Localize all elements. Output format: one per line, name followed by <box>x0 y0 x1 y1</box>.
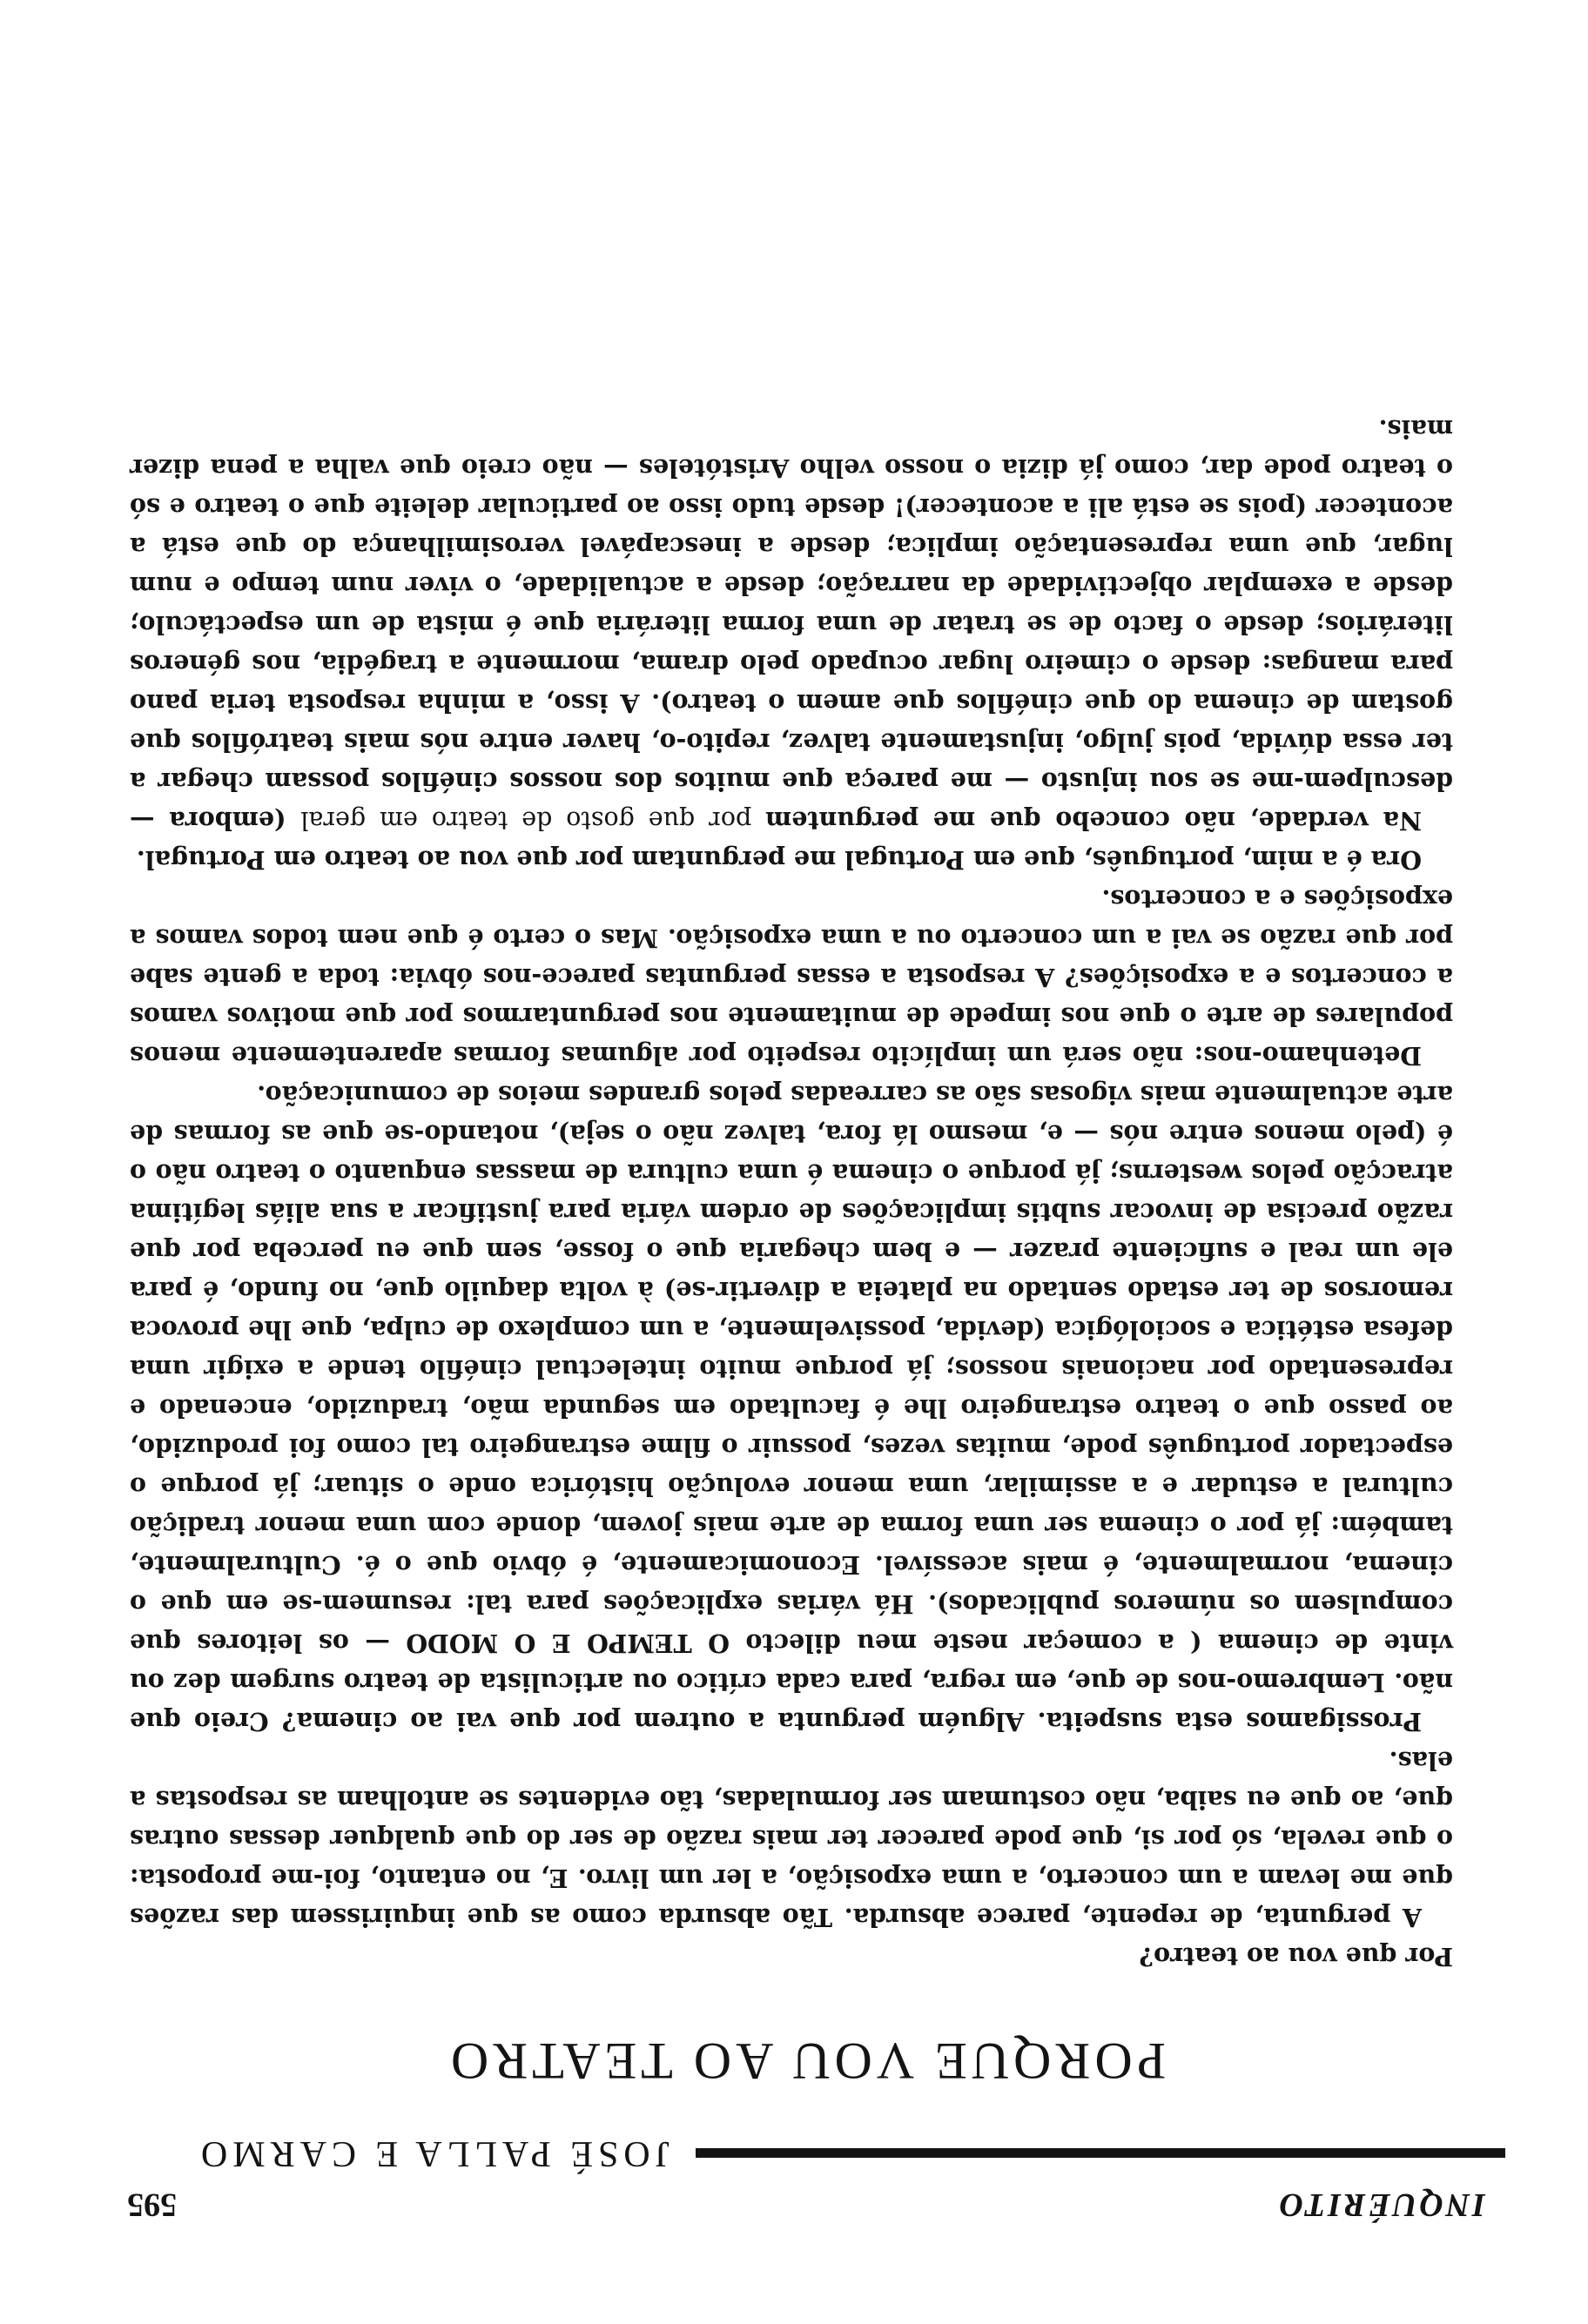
paragraph-rest: (embora — desculpem-me se sou injusto — me pareça que muitos dos nossos cinéfilos possam chegar a ter essa dúvida, pois julgo, injustamente talvez, repito-o, haver entre nós mais teatrófilos que gostam de cinema do que cinéfilos que amem o teatro). A isso, a minha resposta teria pano para mangas: desde o cimeiro lugar ocupado pelo drama, mormente a tragédia, nos géneros literários; desde o facto de se tratar de uma forma literária que é mista de um espectáculo; desde a exemplar objectividade da narração; desde a actualidade, o viver num tempo e num lugar, que uma representação implica; desde a inescapável verosimilhança do que está a acontecer (pois se está ali a acontecer)! desde tudo isso ao particular deleite que o teatro e só o teatro pode dar, como já dizia o nosso velho Aristóteles — não creio que valha a pena dizer mais. <box>130 414 1453 836</box>
journal-title: INQUÉRITO <box>1276 2186 1485 2223</box>
running-head <box>127 2186 1485 2224</box>
byline-rule <box>696 2149 1505 2159</box>
author-name: JOSÉ PALLA E CARMO <box>195 2133 670 2173</box>
page-number: 595 <box>127 2186 177 2223</box>
paragraph: A pergunta, de repente, parece absurda. Tão absurda como as que inquirissem das razões que me levam a um concerto, a uma exposição, a ler um livro. E, no entanto, foi-me proposta: o que revela, só por si, que pode parecer ter mais razão de ser do que qualquer dessas outras que, ao que eu saiba, não costumam ser formuladas, tão evidentes se antolham as respostas a elas. <box>130 1746 1453 1932</box>
paragraph-lead-light: por que gosto de teatro em geral <box>300 806 766 835</box>
paragraph <box>130 409 1453 840</box>
paragraph: Prossigamos esta suspeita. Alguém pergunta a outrem por que vai ao cinema? Creio que não. Lembremo-nos de que, em regra, para cada crítico ou articulista de teatro surgem dez ou vinte de cinema ( a começar neste meu dilecto O TEMPO E O MODO — os leitores que compulsem os números publicados). Há várias explicações para tal: resumem-se em que o cinema, normalmente, é mais acessível. Economicamente, é óbvio que o é. Culturalmente, também: já por o cinema ser uma forma de arte mais jovem, donde com uma menor tradição cultural a estudar e a assimilar, uma menor evolução histórica onde o situar; já porque o espectador português pode, muitas vezes, possuir o filme estrangeiro tal como foi produzido, ao passo que o teatro estrangeiro lhe é facultado em segunda mão, traduzido, encenado e representado por nacionais nossos; já porque muito intelectual cinéfilo tende a exigir uma defesa estética e sociológica (devida, possivelmente, a um complexo de culpa, que lhe provoca remorsos de ter estado sentado na plateia a divertir-se) à volta daquilo que, no fundo, é para ele um real e suficiente prazer — e bem chegaria que o fosse, sem que eu perceba por que razão precisa de invocar subtis implicações de ordem vária para justificar a sua aliás legítima atracção pelos westerns; já porque o cinema é uma cultura de massas enquanto o teatro não o é (pelo menos entre nós — e, mesmo lá fora, talvez não o seja), notando-se que as formas de arte actualmente mais vigosas são as carreadas pelos grandes meios de comunicação. <box>130 1080 1453 1736</box>
paragraph: Detenhamo-nos: não será um implícito respeito por algumas formas aparentemente menos populares de arte o que nos impede de muitamente nos perguntarmos por que motivos vamos a concertos e a exposições? A resposta a essas perguntas parece-nos óbvia: toda a gente sabe por que razão se vai a um concerto ou a uma exposição. Mas o certo é que nem todos vamos a exposições e a concertos. <box>130 884 1453 1071</box>
paragraph: Por que vou ao teatro? <box>1139 1942 1453 1971</box>
article-title: PORQUE VOU AO TEATRO <box>446 2032 1167 2090</box>
paragraph: Ora é a mim, português, que em Portugal me perguntam por que vou ao teatro em Portugal. <box>136 845 1422 875</box>
paragraph-lead: Na verdade, não concebo que me perguntem <box>765 806 1422 836</box>
article-body <box>130 409 1453 1976</box>
byline <box>123 2133 1505 2174</box>
